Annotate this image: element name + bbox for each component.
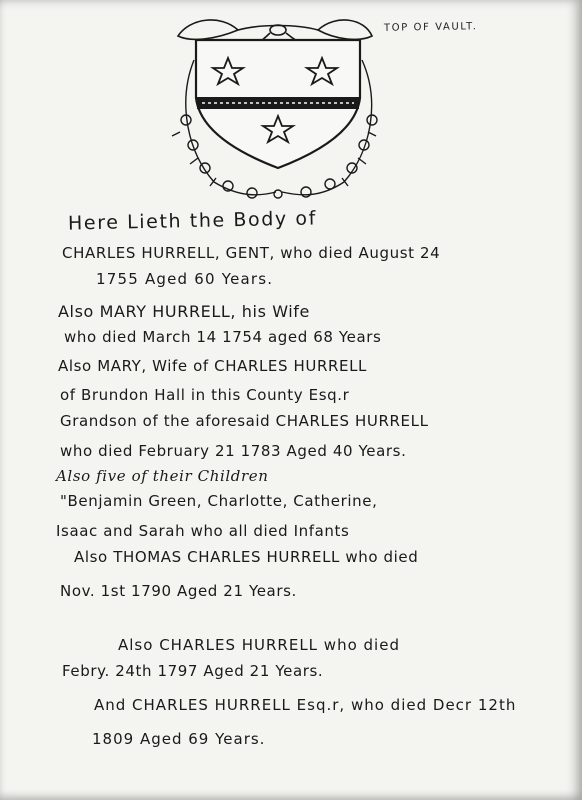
inscription-line-1: Here Lieth the Body of xyxy=(67,207,318,235)
heraldic-crest xyxy=(0,0,582,210)
inscription-line-11: "Benjamin Green, Charlotte, Catherine, xyxy=(60,492,378,510)
inscription-line-17: And CHARLES HURRELL Esq.r, who died Decr 12th xyxy=(94,696,517,714)
inscription-line-10: Also five of their Children xyxy=(56,467,269,485)
shield-icon xyxy=(196,40,360,168)
inscription-line-6: Also MARY, Wife of CHARLES HURRELL xyxy=(58,357,367,375)
inscription-line-13: Also THOMAS CHARLES HURRELL who died xyxy=(74,548,419,566)
inscription-line-5: who died March 14 1754 aged 68 Years xyxy=(64,328,382,346)
inscription-line-16: Febry. 24th 1797 Aged 21 Years. xyxy=(62,662,324,680)
inscription-line-12: Isaac and Sarah who all died Infants xyxy=(56,522,350,540)
inscription-line-15: Also CHARLES HURRELL who died xyxy=(118,636,400,654)
inscription-line-8: Grandson of the aforesaid CHARLES HURRELL xyxy=(60,412,429,430)
inscription-line-14: Nov. 1st 1790 Aged 21 Years. xyxy=(60,582,297,600)
inscription-line-2: CHARLES HURRELL, GENT, who died August 24 xyxy=(62,244,441,262)
inscription-line-3: 1755 Aged 60 Years. xyxy=(96,270,274,288)
inscription-line-9: who died February 21 1783 Aged 40 Years. xyxy=(60,442,407,460)
inscription-line-7: of Brundon Hall in this County Esq.r xyxy=(60,386,350,404)
inscription-line-4: Also MARY HURRELL, his Wife xyxy=(58,302,310,321)
inscription-line-18: 1809 Aged 69 Years. xyxy=(92,730,266,748)
corner-note: TOP OF VAULT. xyxy=(383,21,478,34)
